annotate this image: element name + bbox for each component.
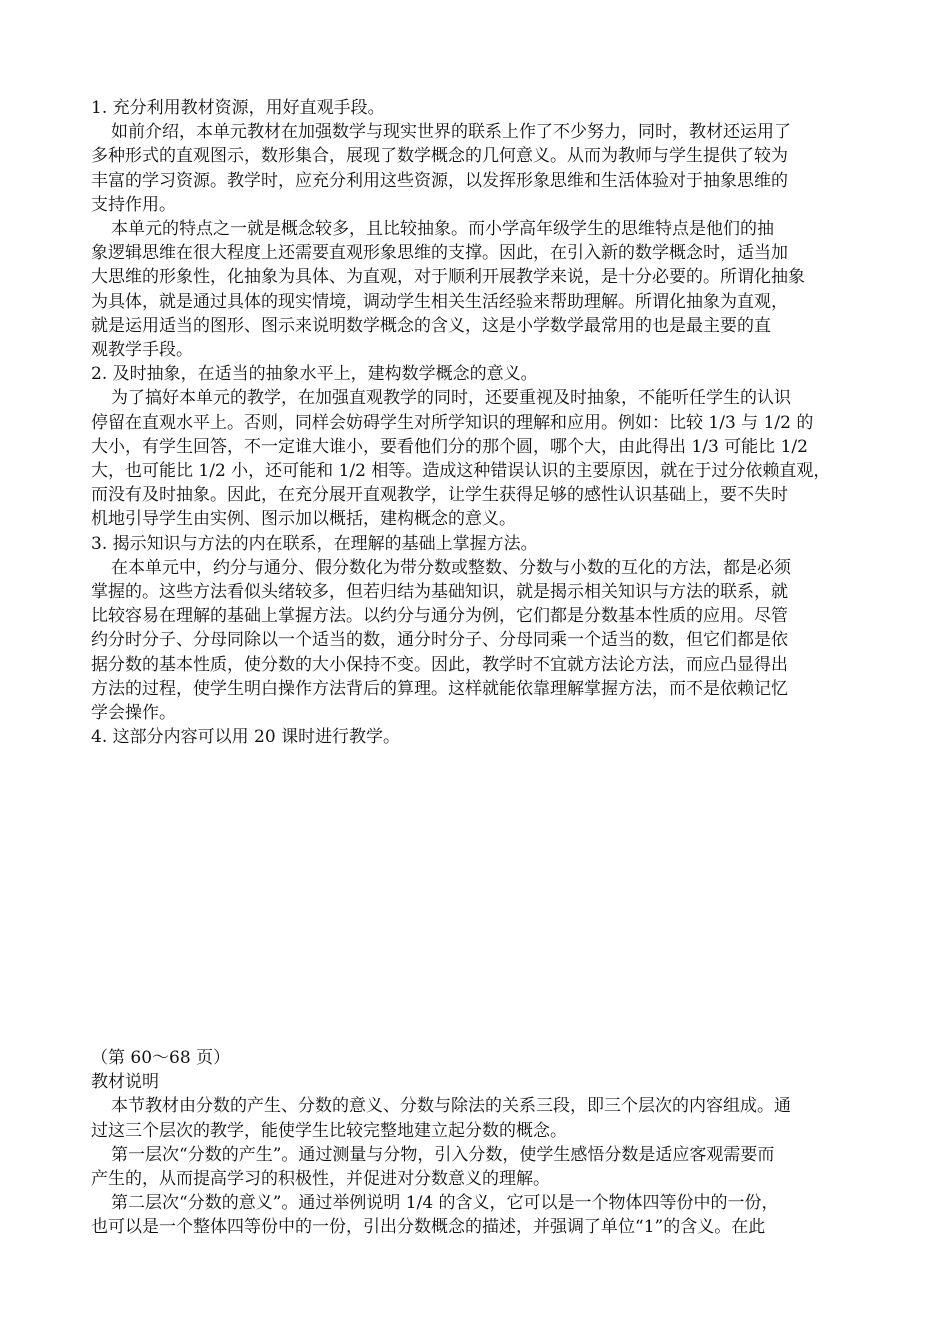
text-line: 过这三个层次的教学，能使学生比较完整地建立起分数的概念。 [91, 1120, 567, 1141]
paragraph-block [91, 1046, 871, 1240]
text-line: 大思维的形象性，化抽象为具体、为直观，对于顺利开展教学来说，是十分必要的。所谓化抽象 [91, 267, 805, 288]
text-line: 4. 这部分内容可以用 20 课时进行教学。 [91, 727, 401, 748]
text-line: 约分时分子、分母同除以一个适当的数，通分时分子、分母同乘一个适当的数，但它们都是依 [91, 630, 788, 651]
paragraph-block [91, 96, 871, 749]
text-line: 据分数的基本性质，使分数的大小保持不变。因此，教学时不宜就方法论方法，而应凸显得出 [91, 654, 788, 675]
text-line: （第 60～68 页） [91, 1048, 231, 1068]
text-line: 机地引导学生由实例、图示加以概括，建构概念的意义。 [91, 509, 516, 530]
document-section-material-description [91, 1046, 871, 1240]
text-line: 2. 及时抽象，在适当的抽象水平上，建构数学概念的意义。 [91, 364, 538, 385]
text-line: 而没有及时抽象。因此，在充分展开直观教学，让学生获得足够的感性认识基础上，要不失时 [91, 485, 788, 506]
text-line: 多种形式的直观图示，数形集合，展现了数学概念的几何意义。从而为教师与学生提供了较为 [91, 146, 788, 167]
text-line: 方法的过程，使学生明白操作方法背后的算理。这样就能依靠理解掌握方法，而不是依赖记忆 [91, 678, 788, 699]
text-line: 产生的，从而提高学习的积极性，并促进对分数意义的理解。 [91, 1169, 550, 1190]
text-line: 为具体，就是通过具体的现实情境，调动学生相关生活经验来帮助理解。所谓化抽象为直观， [91, 291, 788, 312]
text-line: 支持作用。 [91, 194, 176, 215]
text-line: 象逻辑思维在很大程度上还需要直观形象思维的支撑。因此，在引入新的数学概念时，适当加 [91, 243, 788, 264]
text-line: 停留在直观水平上。否则，同样会妨碍学生对所学知识的理解和应用。例如：比较 1/3 与 1/2 的 [91, 412, 814, 433]
text-line: 观教学手段。 [91, 340, 193, 361]
text-line: 学会操作。 [91, 703, 176, 724]
text-line: 在本单元中，约分与通分、假分数化为带分数或整数、分数与小数的互化的方法，都是必须 [111, 557, 791, 578]
text-line: 掌握的。这些方法看似头绪较多，但若归结为基础知识，就是揭示相关知识与方法的联系，就 [91, 582, 788, 603]
text-line: 第二层次“分数的意义”。通过举例说明 1/4 的含义，它可以是一个物体四等份中的一份， [111, 1193, 779, 1214]
text-line: 大，也可能比 1/2 小，还可能和 1/2 相等。造成这种错误认识的主要原因，就在于过分依赖直观， [91, 461, 831, 482]
text-line: 本节教材由分数的产生、分数的意义、分数与除法的关系三段，即三个层次的内容组成。通 [111, 1096, 791, 1117]
text-line: 就是运用适当的图形、图示来说明数学概念的含义，这是小学数学最常用的也是最主要的直 [91, 315, 771, 336]
text-line: 丰富的学习资源。教学时，应充分利用这些资源，以发挥形象思维和生活体验对于抽象思维的 [91, 170, 788, 191]
text-line: 1. 充分利用教材资源，用好直观手段。 [91, 98, 385, 118]
text-line: 如前介绍，本单元教材在加强数学与现实世界的联系上作了不少努力，同时，教材还运用了 [111, 122, 791, 143]
text-line: 第一层次“分数的产生”。通过测量与分物，引入分数，使学生感悟分数是适应客观需要而 [111, 1144, 775, 1165]
document-section-teaching-suggestions [91, 96, 871, 749]
text-line: 3. 揭示知识与方法的内在联系，在理解的基础上掌握方法。 [91, 533, 538, 554]
text-line: 本单元的特点之一就是概念较多，且比较抽象。而小学高年级学生的思维特点是他们的抽 [111, 219, 774, 240]
text-line: 比较容易在理解的基础上掌握方法。以约分与通分为例，它们都是分数基本性质的应用。尽管 [91, 606, 788, 627]
text-line: 大小，有学生回答，不一定谁大谁小，要看他们分的那个圆，哪个大，由此得出 1/3 可能比 1/2 [91, 436, 808, 457]
text-line: 为了搞好本单元的教学，在加强直观教学的同时，还要重视及时抽象，不能听任学生的认识 [111, 388, 791, 409]
text-line: 也可以是一个整体四等份中的一份，引出分数概念的描述，并强调了单位“1”的含义。在此 [91, 1217, 766, 1238]
text-line: 教材说明 [91, 1072, 159, 1093]
